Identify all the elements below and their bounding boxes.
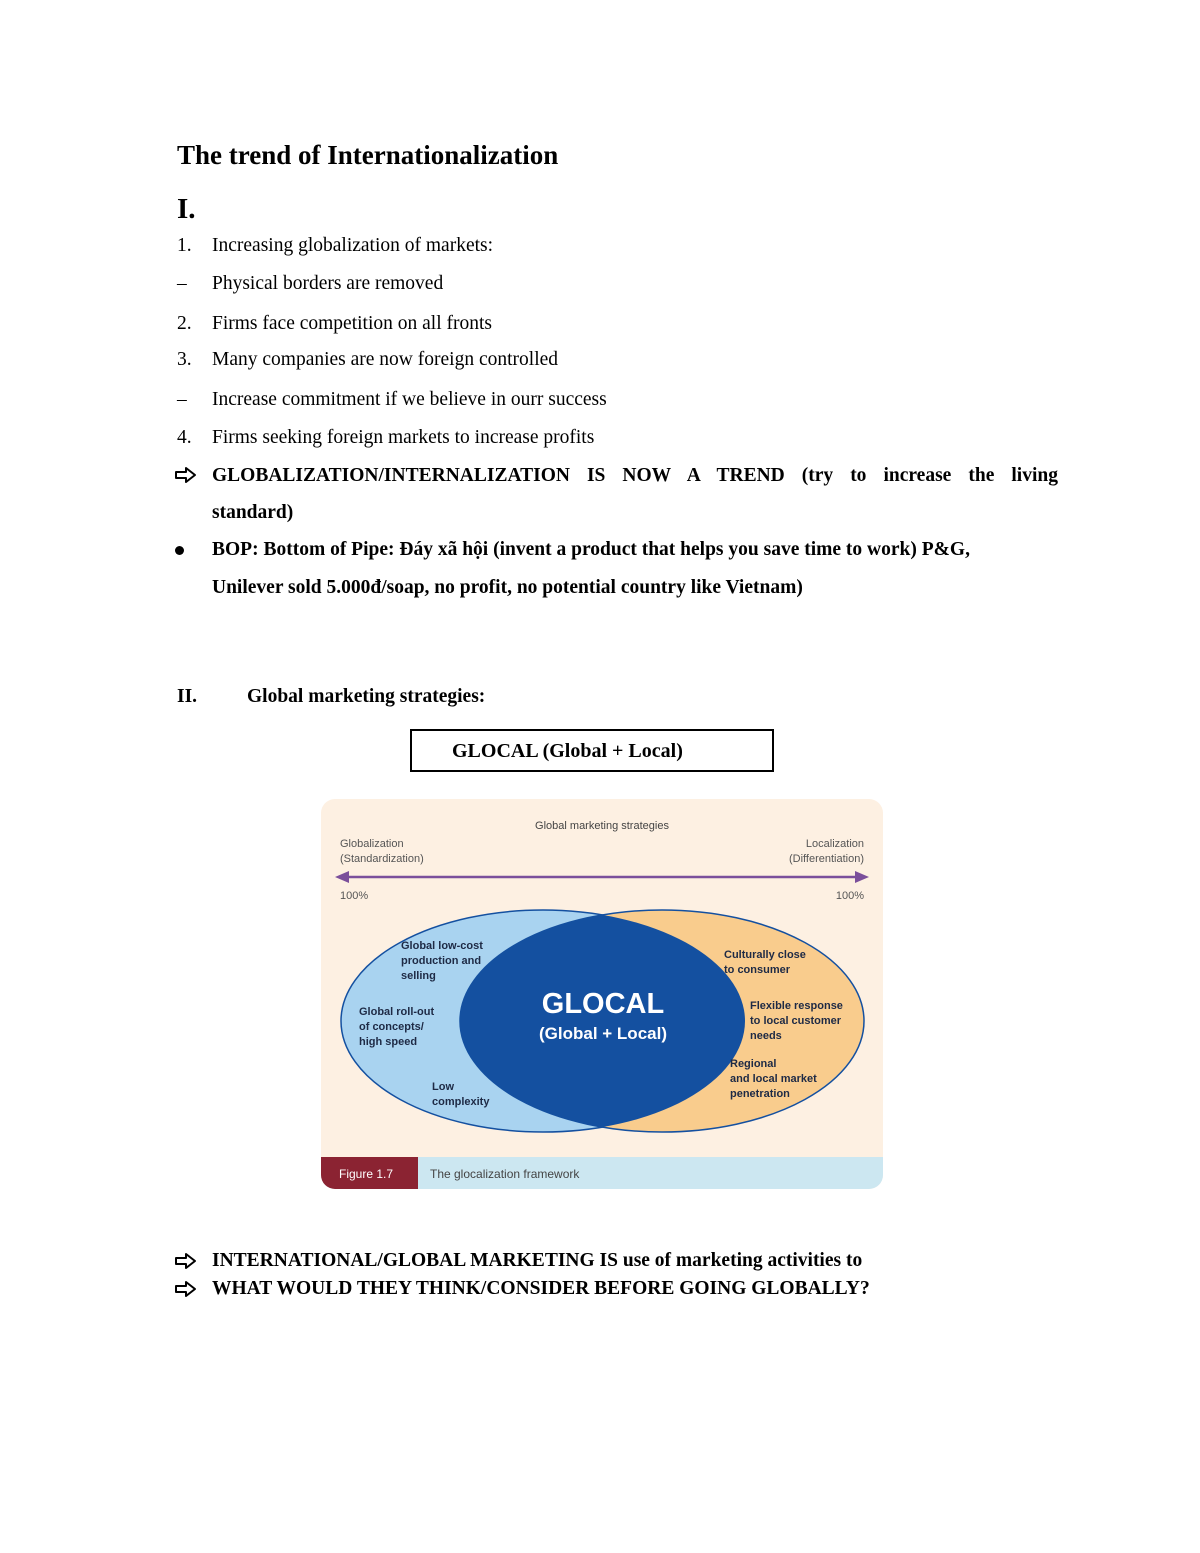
closing-line-2: WHAT WOULD THEY THINK/CONSIDER BEFORE GOING GLOBALLY? [212, 1278, 870, 1299]
section-1-heading: I. [177, 193, 196, 225]
right-item-3-line1: Regional [730, 1058, 777, 1070]
right-item-2-line1: Flexible response [750, 1000, 843, 1012]
differentiation-label: (Differentiation) [789, 853, 864, 865]
right-item-2-line3: needs [750, 1030, 782, 1042]
list-marker: 3. [177, 349, 192, 370]
standardization-label: (Standardization) [340, 853, 424, 865]
left-item-2-line3: high speed [359, 1036, 418, 1048]
left-item-1-line3: selling [401, 970, 436, 982]
list-marker: 2. [177, 313, 192, 334]
list-marker: 4. [177, 427, 192, 448]
figure-caption-text: The glocalization framework [430, 1167, 580, 1181]
bop-line1: BOP: Bottom of Pipe: Đáy xã hội (invent a product that helps you save time to work) P&G, [212, 539, 970, 560]
list-marker: – [177, 273, 187, 294]
list-item: Increasing globalization of markets: [212, 235, 494, 256]
left-item-3-line2: complexity [432, 1096, 490, 1108]
right-percent: 100% [835, 890, 864, 902]
localization-label: Localization [805, 838, 864, 850]
list-item: Increase commitment if we believe in ourr success [212, 389, 607, 410]
section-2-number: II. [177, 686, 198, 707]
right-item-3-line3: penetration [730, 1088, 790, 1100]
left-item-2-line1: Global roll-out [359, 1006, 435, 1018]
left-item-3-line1: Low [432, 1081, 454, 1093]
list-item: Firms seeking foreign markets to increase profits [212, 427, 595, 448]
glocal-box: GLOCAL (Global + Local) [410, 729, 774, 772]
right-item-1-line2: to consumer [724, 964, 791, 976]
section-2-heading: Global marketing strategies: [247, 686, 486, 707]
right-item-1-line1: Culturally close [724, 949, 806, 961]
right-item-3-line2: and local market [730, 1073, 817, 1085]
list-item: Firms face competition on all fronts [212, 313, 492, 334]
arrow-right-icon [174, 466, 198, 484]
glocal-center-title: GLOCAL [541, 988, 665, 1020]
closing-line-1: INTERNATIONAL/GLOBAL MARKETING IS use of marketing activities to [212, 1250, 863, 1271]
bullet-icon [175, 546, 184, 555]
list-item: Many companies are now foreign controlled [212, 349, 559, 370]
left-item-1-line1: Global low-cost [401, 940, 483, 952]
left-item-1-line2: production and [401, 955, 482, 967]
trend-statement-line1: GLOBALIZATION/INTERNALIZATION IS NOW A TREND (try to increase the living [212, 465, 1058, 486]
arrow-right-icon [174, 1252, 198, 1270]
glocal-center-subtitle: (Global + Local) [539, 1024, 667, 1043]
glocalization-figure [321, 799, 883, 1189]
list-marker: 1. [177, 235, 192, 256]
trend-statement-line2: standard) [212, 502, 294, 523]
figure-top-title: Global marketing strategies [535, 820, 669, 832]
page-title: The trend of Internationalization [177, 140, 559, 170]
left-item-2-line2: of concepts/ [359, 1021, 424, 1033]
figure-caption-label: Figure 1.7 [339, 1167, 394, 1181]
bop-line2: Unilever sold 5.000đ/soap, no profit, no potential country like Vietnam) [212, 577, 803, 598]
left-percent: 100% [340, 890, 369, 902]
right-item-2-line2: to local customer [750, 1015, 842, 1027]
arrow-right-icon [174, 1280, 198, 1298]
globalization-label: Globalization [340, 838, 404, 850]
list-marker: – [177, 389, 187, 410]
list-item: Physical borders are removed [212, 273, 444, 294]
